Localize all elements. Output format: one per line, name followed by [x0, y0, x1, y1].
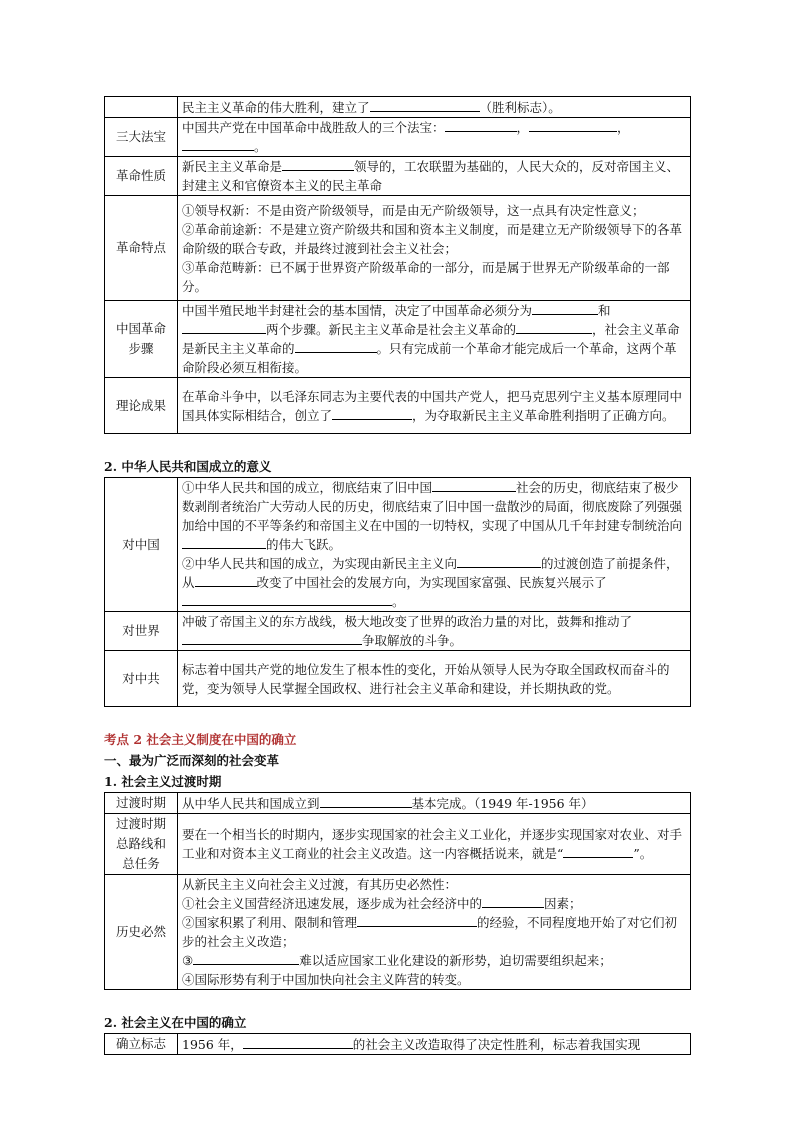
- general-line-cell: [178, 814, 691, 875]
- necessity-line: ④国际形势有利于中国加快向社会主义阵营的转变。: [182, 972, 470, 987]
- world-significance-cell: [178, 612, 691, 651]
- revolution-features-cell: [178, 196, 691, 301]
- label-line: 总路线和: [115, 836, 166, 851]
- row-label: 革命特点: [105, 196, 178, 301]
- table-row: [105, 793, 691, 814]
- fill-blank[interactable]: [193, 951, 299, 965]
- spacer: [104, 434, 691, 456]
- fill-blank[interactable]: [457, 554, 541, 568]
- significance-table: [104, 477, 691, 707]
- table-row: [105, 378, 691, 434]
- fill-blank[interactable]: [295, 339, 377, 353]
- steps-text: 。只有完成前一个革命才能完成后一个革命，这两个革命阶段必须互相衔接。: [182, 341, 677, 375]
- theory-cell: [178, 378, 691, 434]
- period-text: 基本完成。（1949 年-1956 年）: [411, 795, 594, 811]
- section-title: 考点 2 社会主义制度在中国的确立: [104, 732, 297, 747]
- label-line: 中国革命: [115, 321, 166, 336]
- china-significance-cell: [178, 478, 691, 612]
- row-label: [105, 301, 178, 378]
- row-label: 对中国: [105, 478, 178, 612]
- three-treasures-text: 中国共产党在中国革命中战胜敌人的三个法宝：: [182, 120, 445, 135]
- row-label: 确立标志: [105, 1034, 178, 1055]
- table-row: [105, 157, 691, 196]
- sub-heading: 一、最为广泛而深刻的社会变革: [104, 753, 280, 768]
- row-label: 三大法宝: [105, 118, 178, 157]
- fill-blank[interactable]: [182, 535, 266, 549]
- necessity-text: ③: [182, 953, 194, 968]
- table-row: [105, 301, 691, 378]
- separator-text: ，: [617, 120, 630, 135]
- significance-text: ①中华人民共和国的成立，彻底结束了旧中国: [182, 480, 433, 495]
- party-significance-cell: 标志着中国共产党的地位发生了根本性的变化，开始从领导人民为夺取全国政权而奋斗的党，变为领导人民掌握全国政权、进行社会主义革命和建设，并长期执政的党。: [178, 651, 691, 707]
- general-line-text: 要在一个相当长的时期内，逐步实现国家的社会主义工业化，并逐步实现国家对农业、对手工业和对资本主义工商业的社会主义改造。这一内容概括说来，就是“: [182, 827, 683, 861]
- world-text: 争取解放的斗争。: [362, 633, 463, 648]
- victory-text: 民主主义革命的伟大胜利，建立了: [182, 99, 370, 115]
- row-label: 理论成果: [105, 378, 178, 434]
- revolution-steps-cell: [178, 301, 691, 378]
- table-row: [105, 814, 691, 875]
- necessity-text: 难以适应国家工业化建设的新形势，迫切需要组织起来；: [299, 953, 612, 968]
- victory-cell: [178, 97, 691, 118]
- necessity-text: ①社会主义国营经济迅速发展，逐步成为社会经济中的: [182, 896, 483, 911]
- establishment-text: 1956 年，: [182, 1036, 243, 1052]
- feature-line: ③革命范畴新：已不属于世界资产阶级革命的一部分，而是属于世界无产阶级革命的一部分。: [182, 259, 670, 294]
- row-label: [105, 814, 178, 875]
- establishment-table: [104, 1033, 691, 1055]
- necessity-text: ②国家积累了利用、限制和管理: [182, 915, 358, 930]
- fill-blank[interactable]: [482, 894, 544, 908]
- spacer: [104, 990, 691, 1012]
- steps-text: 两个步骤。新民主主义革命是社会主义革命的: [266, 322, 517, 337]
- fill-blank[interactable]: [182, 137, 254, 151]
- row-label: 对世界: [105, 612, 178, 651]
- table-row: [105, 478, 691, 612]
- end-text: 。: [254, 139, 267, 154]
- fill-blank[interactable]: [282, 157, 354, 171]
- sub-heading: 1. 社会主义过渡时期: [104, 774, 222, 789]
- table-row: [105, 196, 691, 301]
- necessity-line: 从新民主主义向社会主义过渡，有其历史必然性：: [182, 877, 458, 892]
- fill-blank[interactable]: [445, 118, 517, 132]
- fill-blank[interactable]: [320, 794, 412, 808]
- label-line: 总任务: [122, 856, 160, 871]
- table-row: [105, 97, 691, 118]
- document-page: [104, 96, 691, 1055]
- separator-text: ，: [516, 120, 530, 135]
- fill-blank[interactable]: [516, 320, 592, 334]
- victory-note: （胜利标志）。: [479, 99, 561, 115]
- fill-blank[interactable]: [432, 478, 516, 492]
- table-row: [105, 118, 691, 157]
- row-label: 过渡时期: [105, 793, 178, 814]
- label-line: 过渡时期: [115, 816, 166, 831]
- three-treasures-cell: [178, 118, 691, 157]
- significance-text: 改变了中国社会的发展方向，为实现国家富强、民族复兴展示了: [256, 575, 607, 590]
- necessity-line: [182, 894, 687, 913]
- table-row: [105, 612, 691, 651]
- transition-period-cell: [178, 793, 691, 814]
- steps-text: 和: [598, 303, 611, 318]
- theory-text: ，为夺取新民主主义革命胜利指明了正确方向。: [412, 407, 675, 423]
- row-label: 革命性质: [105, 157, 178, 196]
- establishment-cell: [178, 1034, 691, 1055]
- fill-blank[interactable]: [182, 631, 362, 645]
- revolution-nature-cell: [178, 157, 691, 196]
- revolution-table: [104, 96, 691, 434]
- fill-blank[interactable]: [357, 913, 477, 927]
- steps-text: ，社会主义革命是新民主主义革命的: [182, 322, 680, 356]
- significance-text: 。: [392, 594, 405, 609]
- significance-text: 的伟大飞跃。: [266, 537, 342, 552]
- necessity-text: 的经验，不同程度地开始了对它们初步的社会主义改造；: [182, 915, 678, 949]
- necessity-line: [182, 913, 687, 951]
- feature-line: ①领导权新：不是由资产阶级领导，而是由无产阶级领导，这一点具有决定性意义；: [182, 202, 645, 218]
- fill-blank[interactable]: [532, 301, 598, 315]
- necessity-line: [182, 951, 687, 970]
- period-text: 从中华人民共和国成立到: [182, 795, 320, 811]
- fill-blank[interactable]: [182, 592, 392, 606]
- transition-table: [104, 792, 691, 990]
- fill-blank[interactable]: [370, 98, 480, 112]
- row-label-empty: [105, 97, 178, 118]
- heading-socialism-established: 2. 社会主义在中国的确立: [104, 1015, 247, 1030]
- feature-line: ②革命前途新：不是建立资产阶级共和国和资本主义制度，而是建立无产阶级领导下的各革命阶级的联合专政，并最终过渡到社会主义社会；: [182, 221, 683, 256]
- historical-necessity-cell: [178, 875, 691, 990]
- steps-text: 中国半殖民地半封建社会的基本国情，决定了中国革命必须分为: [182, 303, 533, 318]
- heading-founding-significance: 2. 中华人民共和国成立的意义: [104, 459, 272, 474]
- general-line-text: ”。: [633, 846, 653, 861]
- nature-text: 领导的，工农联盟为基础的，人民大众的，反对帝国主义、封建主义和官僚资本主义的民主革命: [182, 159, 680, 193]
- significance-text: 的过渡创造了前提条件，从: [182, 556, 679, 590]
- world-text: 冲破了帝国主义的东方战线，极大地改变了世界的政治力量的对比，鼓舞和推动了: [182, 614, 633, 629]
- row-label: 对中共: [105, 651, 178, 707]
- significance-text: ②中华人民共和国的成立，为实现由新民主主义向: [182, 556, 458, 571]
- fill-blank[interactable]: [563, 844, 633, 858]
- fill-blank[interactable]: [195, 573, 257, 587]
- necessity-text: 因素；: [544, 896, 582, 911]
- table-row: [105, 875, 691, 990]
- theory-text: 在革命斗争中，以毛泽东同志为主要代表的中国共产党人，把马克思列宁主义基本原理同中国具体实际相结合，创立了: [182, 388, 683, 423]
- table-row: [105, 651, 691, 707]
- fill-blank[interactable]: [182, 320, 266, 334]
- spacer: [104, 707, 691, 729]
- label-line: 步骤: [128, 341, 154, 356]
- row-label: 历史必然: [105, 875, 178, 990]
- fill-blank[interactable]: [332, 406, 412, 420]
- establishment-text: 的社会主义改造取得了决定性胜利，标志着我国实现: [352, 1036, 641, 1052]
- fill-blank[interactable]: [529, 118, 617, 132]
- table-row: [105, 1034, 691, 1055]
- nature-text: 新民主主义革命是: [182, 159, 283, 174]
- fill-blank[interactable]: [243, 1035, 353, 1049]
- significance-text: 社会的历史，彻底结束了极少数剥削者统治广大劳动人民的历史，彻底结束了旧中国一盘散沙的局面，彻底废除了列强强加给中国的不平等条约和帝国主义在中国的一切特权，实现了中国从几千年封建专制统治向: [182, 480, 683, 533]
